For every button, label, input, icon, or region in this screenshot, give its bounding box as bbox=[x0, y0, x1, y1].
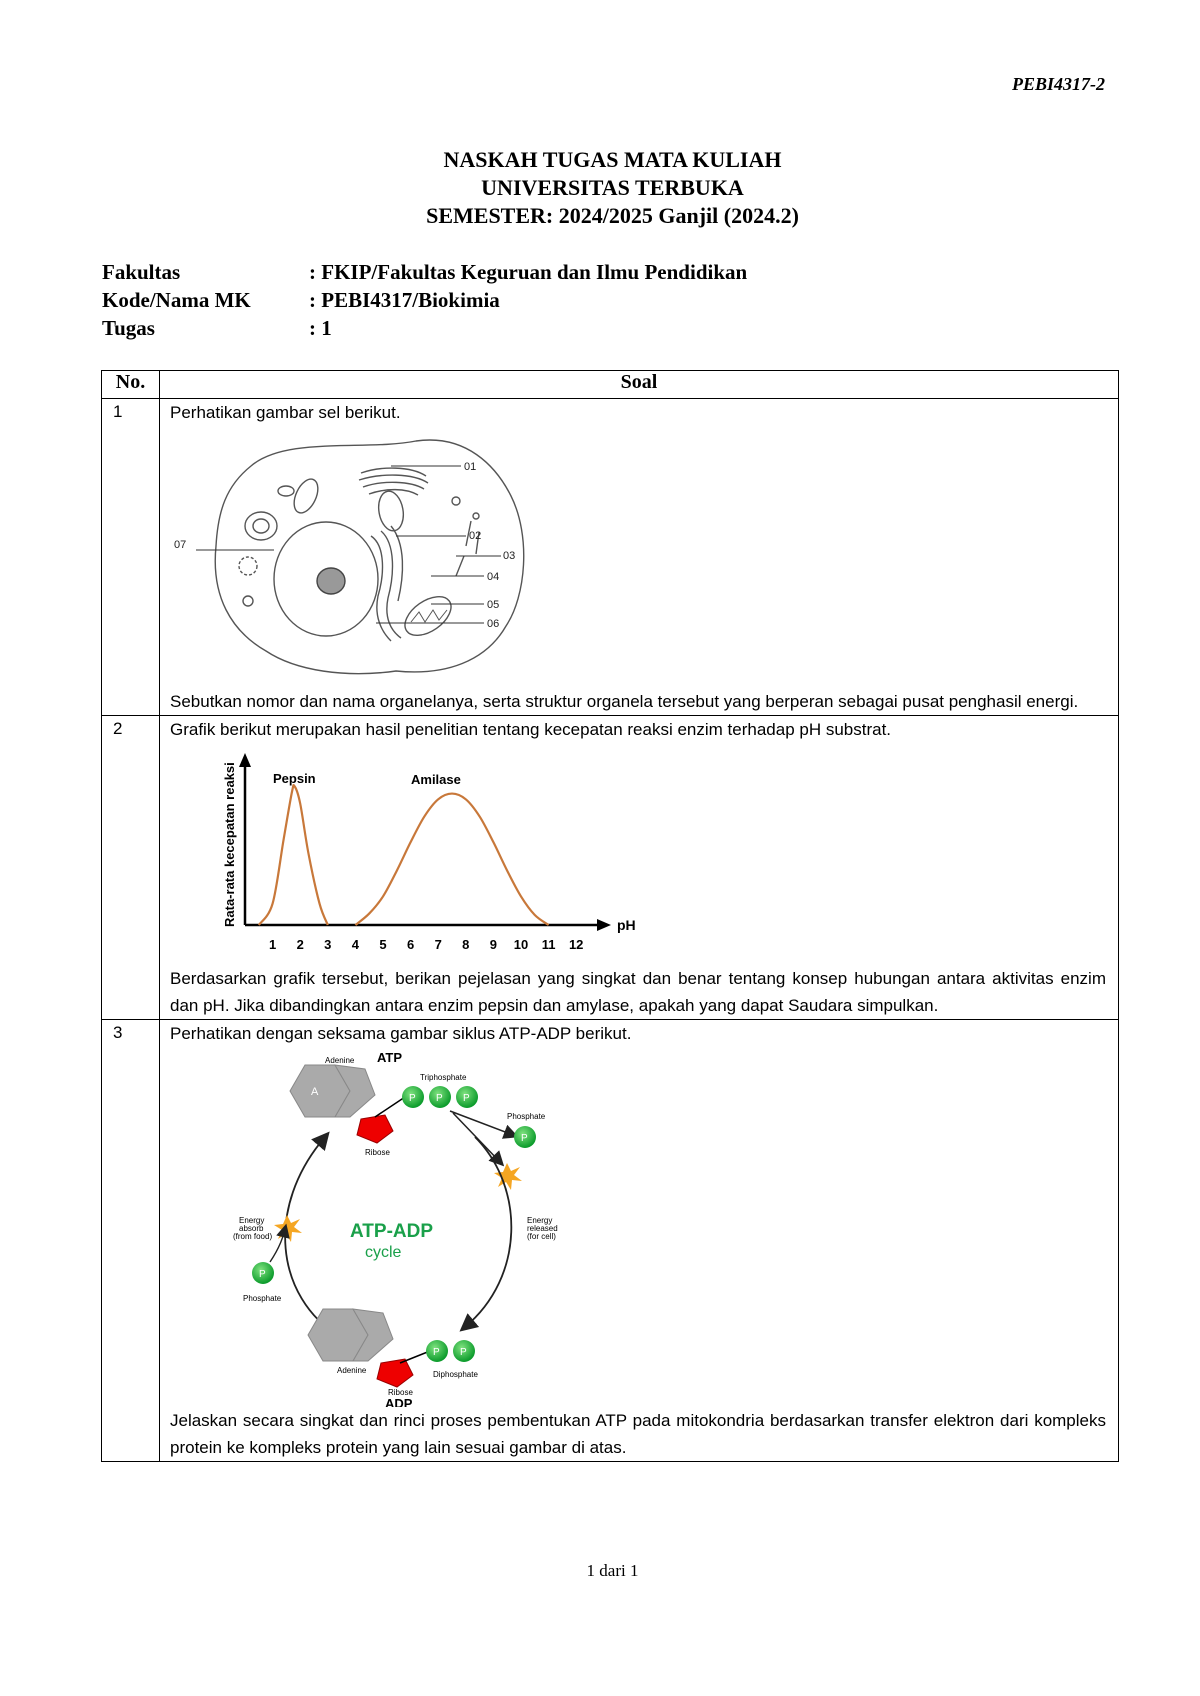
figure-label-06: 06 bbox=[487, 618, 500, 630]
question-intro: Perhatikan gambar sel berikut. bbox=[170, 403, 401, 422]
y-axis-arrow bbox=[239, 753, 251, 767]
question-number: 3 bbox=[102, 1020, 160, 1462]
x-tick-label: 8 bbox=[462, 937, 470, 952]
centriole bbox=[239, 557, 257, 606]
question-cell bbox=[160, 1020, 1119, 1462]
x-tick-label: 3 bbox=[324, 937, 332, 952]
table-row bbox=[102, 399, 1119, 716]
energy-released-label: (for cell) bbox=[527, 1232, 556, 1241]
question-text: Berdasarkan grafik tersebut, berikan pejelasan yang singkat dan benar tentang konsep hubungan antara aktivitas enzim dan pH. Jika dibandingkan antara enzim pepsin dan amylase, apakah yang dapat Saudara simpulkan. bbox=[170, 969, 1106, 1015]
x-tick-label: 4 bbox=[351, 937, 360, 952]
x-axis-label: pH bbox=[617, 917, 636, 933]
course-info bbox=[102, 258, 747, 342]
figure-label-05: 05 bbox=[487, 599, 500, 611]
column-header-no: No. bbox=[102, 371, 160, 399]
adenine-label: Adenine bbox=[325, 1056, 355, 1065]
phosphate-label: Phosphate bbox=[507, 1112, 546, 1121]
cycle-arrow-right bbox=[465, 1137, 511, 1327]
column-header-soal: Soal bbox=[160, 371, 1119, 399]
atp-label: ATP bbox=[377, 1050, 403, 1065]
meta-row-tugas bbox=[102, 314, 747, 342]
question-intro: Perhatikan dengan seksama gambar siklus ATP-ADP berikut. bbox=[170, 1024, 632, 1043]
question-text: Sebutkan nomor dan nama organelanya, serta struktur organela tersebut yang berperan sebagai pusat penghasil energi. bbox=[170, 692, 1079, 711]
figure-label-02: 02 bbox=[469, 530, 482, 542]
cell-membrane bbox=[215, 440, 523, 674]
question-table bbox=[101, 370, 1119, 1462]
energy-absorb-label: absorb bbox=[239, 1224, 264, 1233]
meta-label: Kode/Nama MK bbox=[102, 288, 251, 312]
title-line-3: SEMESTER: 2024/2025 Ganjil (2024.2) bbox=[426, 203, 799, 228]
y-axis-label: Rata-rata kecepatan reaksi bbox=[222, 762, 237, 927]
ribose-label: Ribose bbox=[388, 1388, 413, 1397]
meta-label: Tugas bbox=[102, 316, 155, 340]
energy-released-label: released bbox=[527, 1224, 558, 1233]
energy-burst-right bbox=[494, 1163, 522, 1190]
table-row bbox=[102, 716, 1119, 1020]
x-tick-label: 7 bbox=[434, 937, 442, 952]
meta-label: Fakultas bbox=[102, 260, 181, 284]
energy-absorb-label: Energy bbox=[239, 1216, 265, 1225]
title-line-2: UNIVERSITAS TERBUKA bbox=[481, 175, 744, 200]
p-label: P bbox=[433, 1347, 440, 1358]
ribose-label: Ribose bbox=[365, 1148, 390, 1157]
meta-row-kode bbox=[102, 286, 747, 314]
endoplasmic-reticulum bbox=[371, 526, 402, 641]
table-header-row bbox=[102, 371, 1119, 399]
p-label: P bbox=[409, 1093, 416, 1104]
adp-label: ADP bbox=[385, 1396, 413, 1407]
series-label-pepsin: Pepsin bbox=[273, 771, 316, 786]
phosphate-label: Phosphate bbox=[243, 1294, 282, 1303]
x-tick-label: 2 bbox=[296, 937, 304, 952]
adenine-letter: A bbox=[311, 1086, 319, 1098]
course-code: PEBI4317-2 bbox=[1011, 74, 1105, 94]
table-row bbox=[102, 1020, 1119, 1462]
ribose-atp bbox=[357, 1115, 393, 1143]
figure-label-07: 07 bbox=[174, 539, 187, 551]
adenine-label: Adenine bbox=[337, 1366, 367, 1375]
meta-row-fakultas bbox=[102, 258, 747, 286]
question-cell bbox=[160, 399, 1119, 716]
series-label-amilase: Amilase bbox=[411, 772, 461, 787]
x-tick-label: 5 bbox=[379, 937, 387, 952]
page-number: 1 dari 1 bbox=[586, 1561, 639, 1580]
diphosphate-label: Diphosphate bbox=[433, 1370, 478, 1379]
series-line-pepsin bbox=[259, 785, 328, 925]
meta-value: : FKIP/Fakultas Keguruan dan Ilmu Pendidikan bbox=[309, 260, 748, 284]
document-title bbox=[0, 146, 1200, 230]
figure-label-01: 01 bbox=[464, 461, 477, 473]
series-line-amilase bbox=[355, 794, 548, 925]
p-label: P bbox=[259, 1269, 266, 1280]
ribose-adp bbox=[377, 1359, 413, 1387]
p-label: P bbox=[436, 1093, 443, 1104]
energy-burst-left bbox=[274, 1215, 302, 1242]
p-label: P bbox=[463, 1093, 470, 1104]
question-intro: Grafik berikut merupakan hasil penelitian tentang kecepatan reaksi enzim terhadap pH substrat. bbox=[170, 720, 892, 739]
x-tick-label: 9 bbox=[489, 937, 498, 952]
x-tick-label: 10 bbox=[513, 937, 529, 952]
x-tick-label: 6 bbox=[406, 937, 415, 952]
x-tick-label: 12 bbox=[568, 937, 584, 952]
x-axis-arrow bbox=[597, 919, 611, 931]
question-cell bbox=[160, 716, 1119, 1020]
cycle-subtitle: cycle bbox=[365, 1244, 402, 1261]
question-number: 1 bbox=[102, 399, 160, 716]
animal-cell-figure bbox=[166, 426, 566, 688]
meta-value: : PEBI4317/Biokimia bbox=[309, 288, 500, 312]
cycle-title: ATP-ADP bbox=[350, 1221, 434, 1242]
atp-adp-cycle-figure bbox=[225, 1047, 645, 1407]
energy-released-label: Energy bbox=[527, 1216, 553, 1225]
x-tick-label: 11 bbox=[541, 937, 556, 952]
figure-label-04: 04 bbox=[487, 571, 500, 583]
energy-absorb-label: (from food) bbox=[233, 1232, 273, 1241]
title-line-1: NASKAH TUGAS MATA KULIAH bbox=[443, 147, 782, 172]
cycle-arrow-left bbox=[285, 1137, 340, 1337]
question-number: 2 bbox=[102, 716, 160, 1020]
x-tick-label: 1 bbox=[268, 937, 277, 952]
nucleolus bbox=[317, 568, 345, 594]
figure-label-03: 03 bbox=[503, 550, 516, 562]
enzyme-ph-chart bbox=[215, 745, 735, 965]
p-label: P bbox=[460, 1347, 467, 1358]
p-label: P bbox=[521, 1133, 528, 1144]
meta-value: : 1 bbox=[309, 316, 332, 340]
question-text: Jelaskan secara singkat dan rinci proses pembentukan ATP pada mitokondria berdasarkan transfer elektron dari kompleks protein ke kompleks protein yang lain sesuai gambar di atas. bbox=[170, 1411, 1106, 1457]
triphosphate-label: Triphosphate bbox=[420, 1073, 467, 1082]
golgi-apparatus bbox=[359, 468, 428, 495]
